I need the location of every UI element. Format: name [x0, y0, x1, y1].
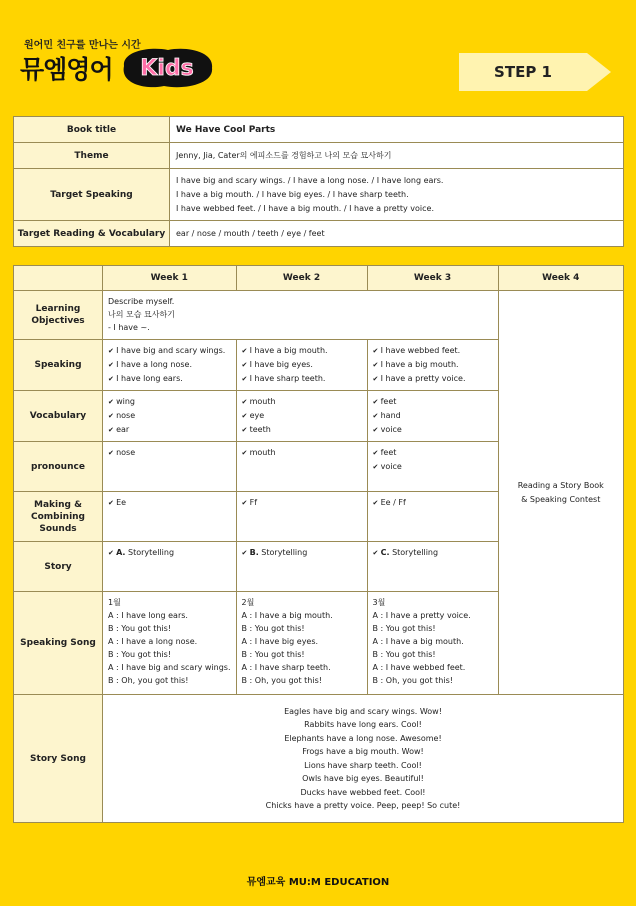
row-label: pronounce — [14, 442, 103, 492]
text-line: Lions have sharp teeth. Cool! — [304, 760, 422, 770]
info-row — [14, 117, 624, 143]
pronounce-cell — [367, 442, 498, 492]
text-line: I have a big mouth. / I have big eyes. / I have sharp teeth. — [176, 189, 409, 199]
text-line: I have webbed feet. / I have a big mouth. / I have a pretty voice. — [176, 203, 434, 213]
check-item: ✔ hand — [373, 409, 493, 423]
header — [0, 0, 636, 110]
info-key: Theme — [14, 143, 170, 169]
info-row — [14, 143, 624, 169]
text-line: Describe myself. — [108, 297, 175, 306]
check-item: ✔ voice — [373, 460, 493, 474]
story-text: Storytelling — [125, 548, 175, 557]
check-item: ✔ ear — [108, 423, 231, 437]
check-item: ✔ eye — [242, 409, 362, 423]
speaking-cell — [236, 340, 367, 391]
text-line: A : I have a big mouth. — [372, 637, 464, 646]
text-line: Chicks have a pretty voice. Peep, peep! So cute! — [265, 801, 461, 810]
text-line: A : I have long ears. — [108, 611, 188, 620]
text-line: 1월 — [108, 598, 121, 607]
theme-value: Jenny, Jia, Cater의 에피소드를 경험하고 나의 모습 묘사하기 — [170, 143, 624, 169]
text-line: A : I have a long nose. — [108, 637, 198, 646]
text-line: B : Oh, you got this! — [372, 676, 453, 685]
check-item: ✔ I have big and scary wings. — [108, 344, 231, 358]
brand-title: 뮤엠영어 — [20, 55, 113, 84]
footer-logo: 뮤엠교육 MU:M EDUCATION — [246, 877, 390, 888]
making-cell — [103, 492, 237, 542]
check-item: ✔ I have webbed feet. — [373, 344, 493, 358]
text-line: 2월 — [241, 598, 255, 607]
check-item: ✔ mouth — [242, 395, 362, 409]
check-item: ✔ nose — [108, 409, 231, 423]
objectives-cell — [103, 291, 499, 340]
text-line: A : I have webbed feet. — [372, 663, 466, 672]
text-line: Reading a Story Book — [517, 480, 604, 490]
text-line: Eagles have big and scary wings. Wow! — [284, 706, 442, 716]
row-label: Story Song — [14, 695, 103, 823]
svg-text:Kids: Kids — [140, 56, 194, 81]
week-header-row — [14, 266, 624, 291]
check-item: ✔ I have big eyes. — [242, 358, 362, 372]
text-line: B : You got this! — [108, 650, 172, 659]
text-line: - I have ~. — [108, 323, 150, 332]
text-line: A : I have big eyes. — [241, 637, 319, 646]
check-item: ✔ feet — [373, 446, 493, 460]
pronounce-cell — [236, 442, 367, 492]
story-text: Storytelling — [389, 548, 439, 557]
text-line: 3월 — [372, 598, 386, 607]
check-item: ✔ I have a long nose. — [108, 358, 231, 372]
pronounce-cell — [103, 442, 237, 492]
text-line: Frogs have a big mouth. Wow! — [302, 747, 424, 756]
check-mark — [373, 548, 381, 557]
kids-logo — [118, 44, 216, 90]
info-row — [14, 169, 624, 221]
text-line: I have big and scary wings. / I have a long nose. / I have long ears. — [176, 175, 444, 185]
check-item: ✔ I have long ears. — [108, 372, 231, 386]
text-line: A : I have big and scary wings. — [108, 663, 231, 672]
info-row — [14, 221, 624, 247]
story-letter: C. — [380, 548, 390, 557]
vocabulary-cell — [103, 391, 237, 442]
check-item: ✔ I have a pretty voice. — [373, 372, 493, 386]
speaking-song-cell — [236, 592, 367, 695]
story-letter: A. — [116, 548, 126, 557]
text-line: B : Oh, you got this! — [241, 676, 322, 685]
story-cell — [367, 542, 498, 592]
story-song-row — [14, 695, 624, 823]
check-item: ✔ Ee / Ff — [373, 496, 493, 510]
text-line: Ducks have webbed feet. Cool! — [300, 787, 426, 797]
book-title-value: We Have Cool Parts — [170, 117, 624, 143]
text-line: B : You got this! — [372, 650, 436, 659]
week-header: Week 2 — [236, 266, 367, 291]
info-key: Target Speaking — [14, 169, 170, 221]
row-label: Learning Objectives — [14, 291, 103, 340]
story-text: Storytelling — [258, 548, 308, 557]
making-cell — [236, 492, 367, 542]
objectives-row — [14, 291, 624, 340]
check-item: ✔ I have sharp teeth. — [242, 372, 362, 386]
check-item: ✔ teeth — [242, 423, 362, 437]
check-item: ✔ nose — [108, 446, 231, 460]
info-key: Target Reading & Vocabulary — [14, 221, 170, 247]
speaking-song-cell — [367, 592, 498, 695]
info-table — [13, 116, 624, 247]
text-line: B : You got this! — [372, 624, 436, 633]
check-item: ✔ I have a big mouth. — [373, 358, 493, 372]
text-line: B : You got this! — [241, 650, 305, 659]
row-label: Story — [14, 542, 103, 592]
target-speaking-value — [170, 169, 624, 221]
text-line: A : I have a big mouth. — [241, 611, 333, 620]
week-header: Week 4 — [498, 266, 623, 291]
making-cell — [367, 492, 498, 542]
text-line: A : I have a pretty voice. — [372, 611, 471, 620]
story-song-cell — [103, 695, 624, 823]
text-line: Owls have big eyes. Beautiful! — [302, 774, 424, 783]
check-item: ✔ Ee — [108, 496, 231, 510]
week4-cell — [498, 291, 623, 695]
check-item: ✔ Ff — [242, 496, 362, 510]
vocabulary-cell — [367, 391, 498, 442]
info-key: Book title — [14, 117, 170, 143]
check-item: ✔ I have a big mouth. — [242, 344, 362, 358]
story-letter: B. — [249, 548, 259, 557]
week-header: Week 1 — [103, 266, 237, 291]
check-item: ✔ wing — [108, 395, 231, 409]
weekly-plan-table — [13, 265, 624, 823]
target-reading-value: ear / nose / mouth / teeth / eye / feet — [170, 221, 624, 247]
week-header: Week 3 — [367, 266, 498, 291]
check-item: ✔ mouth — [242, 446, 362, 460]
text-line: & Speaking Contest — [521, 494, 601, 504]
check-mark — [108, 548, 116, 557]
speaking-song-cell — [103, 592, 237, 695]
story-cell — [236, 542, 367, 592]
check-item: ✔ voice — [373, 423, 493, 437]
row-label: Speaking Song — [14, 592, 103, 695]
text-line: B : You got this! — [108, 624, 172, 633]
text-line: Elephants have a long nose. Awesome! — [284, 733, 442, 743]
vocabulary-cell — [236, 391, 367, 442]
speaking-cell — [367, 340, 498, 391]
speaking-cell — [103, 340, 237, 391]
brand-subtitle: 원어민 친구를 만나는 시간 — [24, 40, 141, 51]
text-line: A : I have sharp teeth. — [241, 663, 331, 672]
step-label: STEP 1 — [494, 63, 552, 81]
check-item: ✔ feet — [373, 395, 493, 409]
check-mark — [242, 548, 250, 557]
row-label: Making & Combining Sounds — [14, 492, 103, 542]
text-line: B : Oh, you got this! — [108, 676, 189, 685]
text-line: Rabbits have long ears. Cool! — [304, 720, 422, 729]
row-label: Speaking — [14, 340, 103, 391]
corner-cell — [14, 266, 103, 291]
text-line: 나의 모습 묘사하기 — [108, 310, 175, 319]
text-line: B : You got this! — [241, 624, 305, 633]
row-label: Vocabulary — [14, 391, 103, 442]
story-cell — [103, 542, 237, 592]
